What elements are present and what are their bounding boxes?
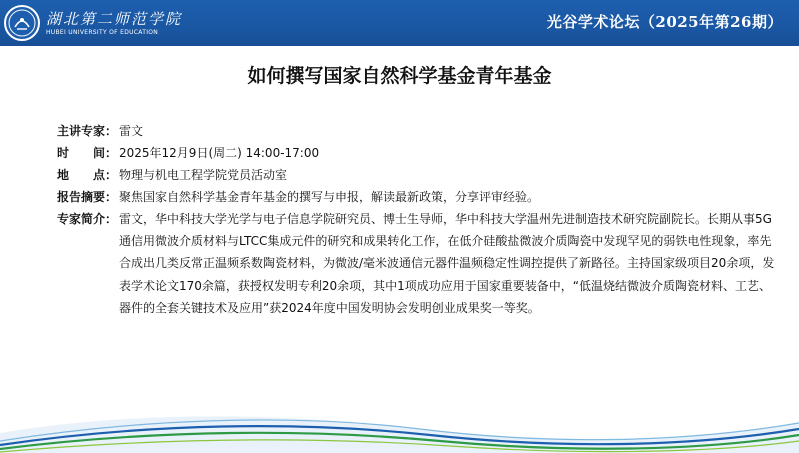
time-value: 2025年12月9日(周二) 14:00-17:00 [119,146,320,160]
speaker-label: 主讲专家： [57,124,118,138]
school-logo [4,4,182,42]
place-value: 物理与机电工程学院党员活动室 [119,168,288,182]
school-seal-icon [4,5,40,41]
decorative-wave [0,383,799,453]
abstract-value: 聚焦国家自然科学基金青年基金的撰写与申报，解读最新政策，分享评审经验。 [119,190,540,204]
place-row [57,164,777,186]
abstract-row [57,186,777,208]
speaker-value: 雷文 [119,124,144,138]
bio-row [57,208,777,319]
school-name-cn: 湖北第二师范学院 [46,9,183,28]
abstract-label: 报告摘要： [57,190,118,204]
forum-title: 光谷学术论坛（2025年第26期） [546,13,783,31]
page-title: 如何撰写国家自然科学基金青年基金 [247,65,552,87]
header-bar [0,0,799,46]
bio-label: 专家简介： [57,212,118,226]
lecture-info [57,120,777,319]
bio-value: 雷文，华中科技大学光学与电子信息学院研究员、博士生导师，华中科技大学温州先进制造技术研究院副院长。长期从事5G通信用微波介质材料与LTCC集成元件的研究和成果转化工作，在低介硅酸盐微波介质陶瓷中发现罕见的弱铁电性现象，率先合成出几类反常正温频系数陶瓷材料，为微波/毫米波通信元器件温频稳定性调控提供了新路径。主持国家级项目20余项，发表学术论文170余篇，获授权发明专利20余项，其中1项成功应用于国家重要装备中，“低温烧结微波介质陶瓷材料、工艺、器件的全套关键技术及应用”获2024年度中国发明协会发明创业成果奖一等奖。 [119,212,775,315]
school-name-en: HUBEI UNIVERSITY OF EDUCATION [46,28,159,36]
speaker-row [57,120,777,142]
time-row [57,142,777,164]
time-label: 时 间： [57,146,118,160]
place-label: 地 点： [57,168,118,182]
